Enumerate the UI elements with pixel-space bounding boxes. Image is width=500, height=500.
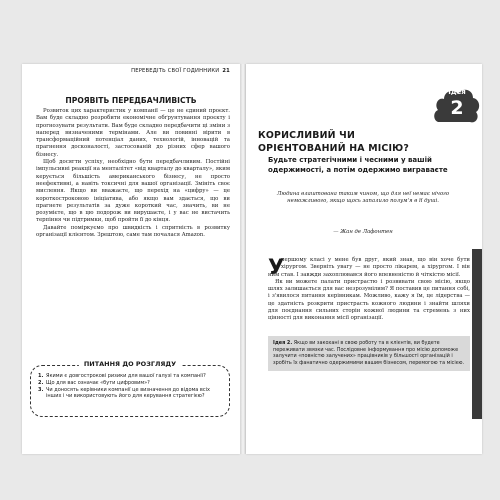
question-item: [38, 380, 223, 387]
body-paragraph: Давайте поміркуємо про швидкість і спритність в розвитку організації клієнтом. Зрештою, саме там почалася Amazon.: [36, 224, 230, 239]
questions-box: [30, 360, 230, 417]
questions-title: ПИТАННЯ ДО РОЗГЛЯДУ: [79, 360, 181, 368]
question-text: Що для вас означає «бути цифровим»?: [46, 379, 150, 386]
badge-label: Ідея: [448, 88, 466, 96]
body-paragraph: [268, 257, 470, 279]
question-item: [38, 373, 223, 380]
idea-subtitle: Будьте стратегічними і чесними у вашій одержимості, а потім одержимо виграваєте: [268, 156, 448, 174]
body-paragraph: Як ви можете палати пристрастю і розвивати свою місію, якщо шлях залишається для вас незрозумілим? Я поставив це питання собі, і з'явилося питання керівникам. Можливо, кажу я їм, це лідерства — це здатність розкрити пристрасть кожного людини і знайти шляхи для поєднання сильних сторін кожної людини та стремень з них цінності для виконання місії організації.: [268, 278, 470, 322]
left-page: [22, 64, 240, 454]
badge-number: 2: [450, 97, 464, 119]
chapter-side-tab: [472, 249, 482, 419]
question-item: [38, 387, 223, 401]
questions-list: [38, 373, 223, 400]
right-page: [246, 64, 482, 454]
body-paragraph: Щоб досягти успіху, необхідно бути передбачливим. Постійні імпульсивні реакції на менталітет «від кварталу до кварталу», яким керується більшість американського бізнесу, не просто неефективні, а навіть токсичні для вашої організації. Змініть своє мислення. Якщо ви вважаєте, що перехід на «цифру» — це короткостроковою ініціатива, або якщо вам здається, що ви прагнете результатів за дуже короткий час, значить, ви не розумієте, що в цю подорож ви вирушаєте, і у вас не вистачить терпіння чи підтримки, щоб пройти її до кінця.: [36, 159, 230, 224]
idea-badge: [432, 80, 482, 130]
idea-summary-box: [268, 336, 470, 371]
question-text: Чи доносять керівники компанії це визначення до відома всіх інших і чи використовують його для керування стратегією?: [46, 386, 210, 400]
question-text: Якими є довгострокові ризики для вашої галузі та компанії?: [46, 373, 206, 379]
right-body-text: [268, 257, 470, 323]
question-number: 1.: [38, 373, 44, 379]
question-number: 2.: [38, 379, 44, 386]
running-header-text: ПЕРЕВЕДІТЬ СВОЇ ГОДИННИКИ: [131, 68, 220, 74]
epigraph-quote: Людина влаштована таким чином, що для неї немає нічого неможливого, якщо щось запалило полум'я в її душі.: [276, 191, 450, 205]
page-number: 21: [222, 68, 230, 74]
section-title: ПРОЯВІТЬ ПЕРЕДБАЧЛИВІСТЬ: [65, 96, 197, 105]
body-paragraph-text: першому класі у мене був друг, який знав, що він хоче бути хірургом. Зверніть увагу — не просто лікарем, а хірургом. І він ним став. І завжди захоплювався його впевненістю й чіткістю місії.: [268, 257, 470, 278]
body-paragraph: Розвиток цих характеристик у компанії — це не єдиний проєкт. Вам буде складно розробити економічне обґрунтування проєкту і прогнозувати результати. Вам буде складно передбачити ці зміни з наперед визначеними термінами. Але ви повинні вірити в трансформаційний потенціал даних, технологій, інновацій та прагнення досконалості, застосованій до різних сфер вашого бізнесу.: [36, 108, 230, 158]
idea-summary-text: Якщо ви закохані в свою роботу та в клієнтів, ви будете переживати звязки час. Послідовне інформування про місію допоможе залучити «повністю залучених» працівників у більшості організацій і зробіть їх фанатично одержимими вашим бізнесом, перемогою та місією.: [273, 340, 465, 367]
epigraph-author: — Жан де Лафонтен: [333, 229, 393, 235]
running-header: [131, 68, 230, 74]
idea-title: КОРИСЛИВИЙ ЧИ ОРІЄНТОВАНИЙ НА МІСІЮ?: [258, 130, 410, 154]
idea-summary-label: Ідея 2.: [273, 340, 293, 346]
left-body-text: [36, 108, 230, 239]
question-number: 3.: [38, 386, 44, 393]
drop-cap: У: [268, 255, 285, 279]
